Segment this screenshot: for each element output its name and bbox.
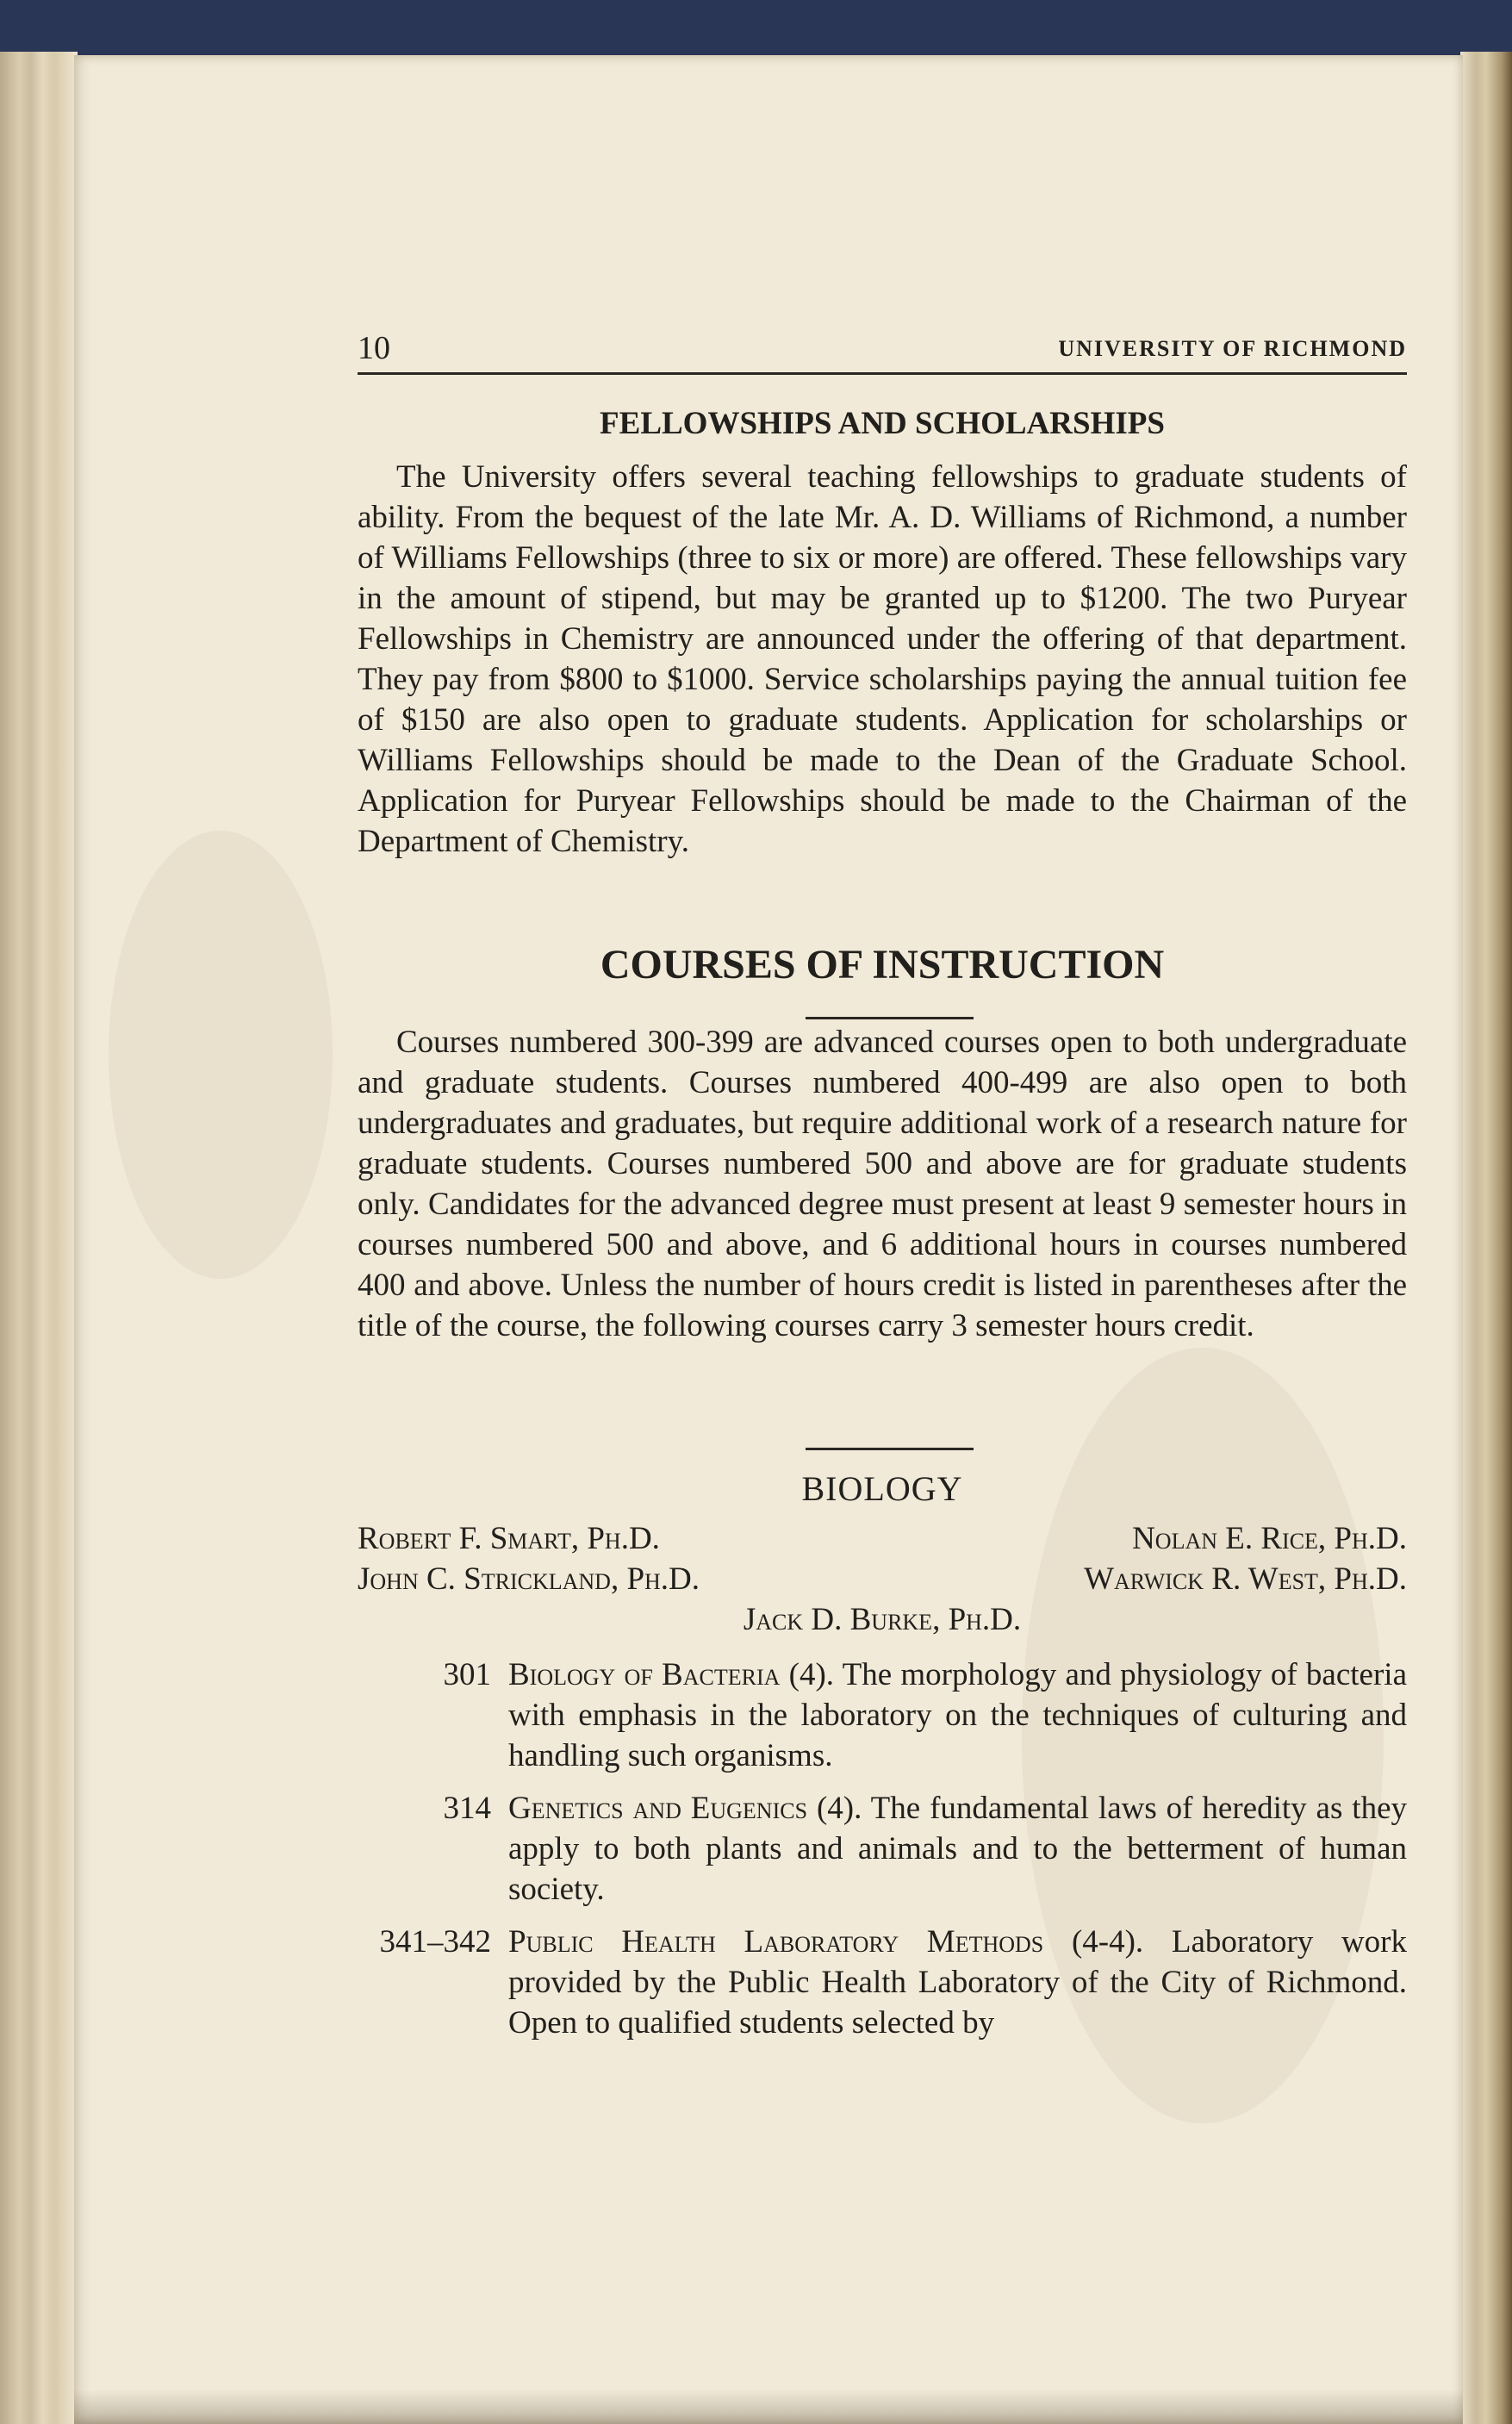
faculty-list	[358, 1518, 1407, 1640]
book-edge-left	[0, 52, 78, 2424]
fellowships-section	[358, 457, 1407, 862]
course-body	[508, 1788, 1407, 1910]
running-head: UNIVERSITY OF RICHMOND	[1058, 336, 1407, 361]
course-entry	[358, 1654, 1407, 1776]
faculty-member: Warwick R. West, Ph.D.	[1084, 1561, 1407, 1597]
courses-heading: COURSES OF INSTRUCTION	[600, 942, 1165, 988]
page-number: 10	[358, 330, 390, 366]
courses-section	[358, 1022, 1407, 1346]
course-list	[358, 1654, 1407, 2055]
book-edge-right	[1460, 52, 1512, 2424]
section-divider	[806, 1448, 974, 1450]
course-body	[508, 1922, 1407, 2043]
course-body	[508, 1654, 1407, 1776]
bottom-shadow	[74, 2390, 1463, 2424]
course-title: Biology of Bacteria	[508, 1657, 781, 1692]
course-description: Laboratory work provided by the Public Health Laboratory of the City of Richmond. Open to qualified students selected by	[508, 1924, 1407, 2041]
fellowships-heading: FELLOWSHIPS AND SCHOLARSHIPS	[600, 406, 1165, 441]
course-credit: (4).	[816, 1791, 862, 1826]
faculty-member: Robert F. Smart, Ph.D.	[358, 1521, 660, 1556]
paper-stain	[109, 831, 333, 1279]
course-description: The morphology and physiology of bacteria with emphasis in the laboratory on the techniques of culturing and handling such organisms.	[508, 1657, 1407, 1773]
course-description: The fundamental laws of heredity as they apply to both plants and animals and to the betterment of human society.	[508, 1791, 1408, 1907]
section-divider	[806, 1017, 974, 1019]
course-credit: (4-4).	[1071, 1924, 1144, 1960]
faculty-member: Nolan E. Rice, Ph.D.	[1132, 1521, 1407, 1556]
biology-heading: BIOLOGY	[801, 1469, 963, 1508]
fellowships-paragraph: The University offers several teaching fellowships to graduate students of ability. From the bequest of the late Mr. A. D. Williams of Richmond, a number of Williams Fellowships (three to six or more) are offered. These fellowships vary in the amount of stipend, but may be granted up to $1200. The two Puryear Fellowships in Chemistry are announced under the offering of that department. They pay from $800 to $1000. Service scholarships paying the annual tuition fee of $150 are also open to graduate students. Application for scholarships or Williams Fellowships should be made to the Dean of the Graduate School. Application for Puryear Fellowships should be made to the Chairman of the Department of Chemistry.	[358, 459, 1407, 859]
course-entry	[358, 1922, 1407, 2043]
course-title: Genetics and Eugenics	[508, 1791, 808, 1826]
course-number: 341–342	[379, 1924, 491, 1960]
faculty-member: Jack D. Burke, Ph.D.	[743, 1602, 1022, 1637]
course-entry	[358, 1788, 1407, 1910]
page-header	[358, 329, 1407, 375]
faculty-member: John C. Strickland, Ph.D.	[358, 1561, 700, 1597]
faculty-row	[358, 1518, 1407, 1559]
course-number: 314	[443, 1791, 491, 1826]
courses-paragraph: Courses numbered 300-399 are advanced courses open to both undergraduate and graduate students. Courses numbered 400-499 are also open to both undergraduates and graduates, but require additional work of a research nature for graduate students. Courses numbered 500 and above are for graduate students only. Candidates for the advanced degree must present at least 9 semester hours in courses numbered 500 and above, and 6 additional hours in courses numbered 400 and above. Unless the number of hours credit is listed in parentheses after the title of the course, the following courses carry 3 semester hours credit.	[358, 1025, 1407, 1343]
course-credit: (4).	[788, 1657, 835, 1692]
course-title: Public Health Laboratory Methods	[508, 1924, 1044, 1960]
faculty-row	[358, 1599, 1407, 1640]
faculty-row	[358, 1559, 1407, 1599]
course-number: 301	[443, 1657, 491, 1692]
